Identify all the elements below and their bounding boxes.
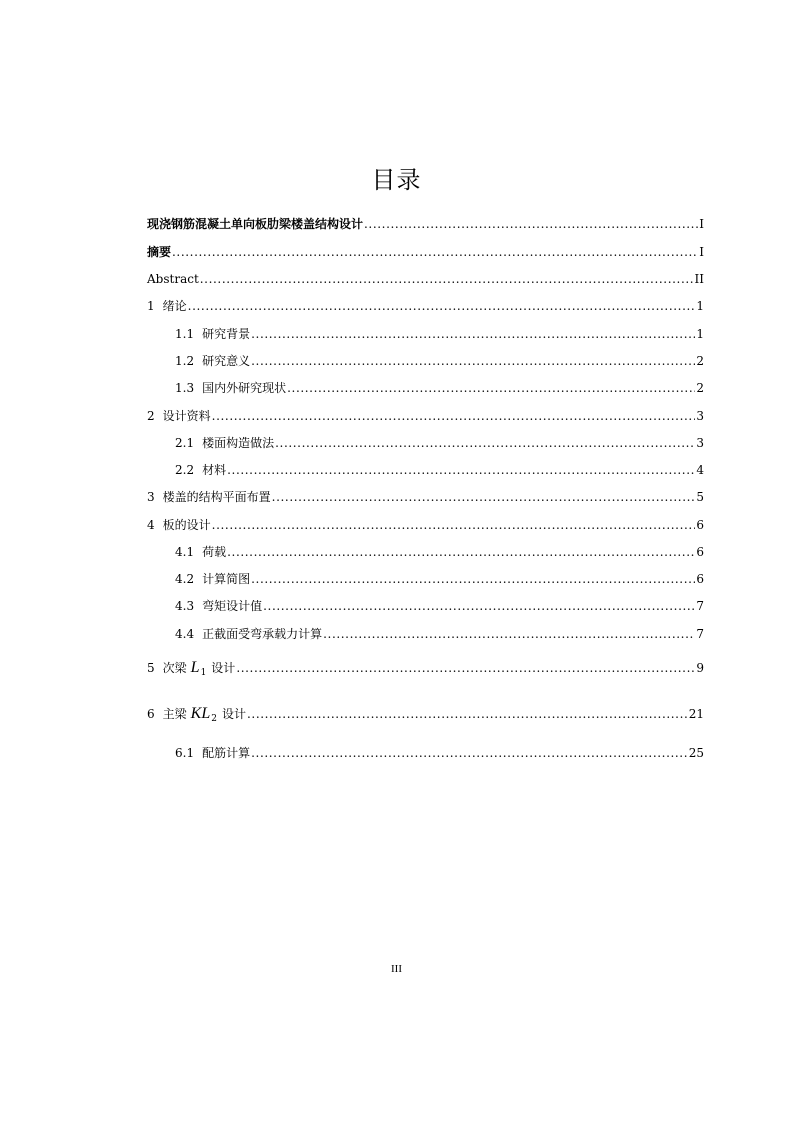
toc-label: 绪论: [162, 299, 187, 313]
toc-label: 配筋计算: [202, 746, 251, 760]
toc-label: 国内外研究现状: [202, 381, 287, 395]
toc-page: 1: [696, 327, 704, 341]
page-number: III: [391, 963, 402, 975]
toc-leader: [212, 408, 696, 424]
toc-page: 6: [696, 572, 704, 586]
toc-number: 1.1: [175, 327, 195, 341]
toc-label: 主梁: [162, 707, 187, 721]
toc-number: 4.2: [175, 572, 195, 586]
toc-leader: [236, 660, 695, 676]
toc-page: 3: [696, 436, 704, 450]
toc-page: II: [694, 272, 704, 286]
toc-entry[interactable]: [147, 517, 704, 533]
toc-number: 1: [147, 299, 155, 313]
toc-entry[interactable]: [147, 660, 704, 678]
toc-page: I: [699, 217, 704, 231]
math-symbol: KL: [190, 705, 211, 722]
toc-entry[interactable]: [175, 598, 704, 614]
toc-page: 9: [696, 661, 704, 675]
toc-entry[interactable]: [147, 489, 704, 505]
toc-page: 6: [696, 545, 704, 559]
toc-entry[interactable]: [147, 298, 704, 314]
toc-label-suffix: 设计: [221, 707, 246, 721]
toc-leader: [188, 298, 696, 314]
toc-entry[interactable]: [175, 745, 704, 761]
toc-number: 1.2: [175, 354, 195, 368]
toc-label: 计算简图: [202, 572, 251, 586]
toc-number: 6.1: [175, 746, 195, 760]
toc-entry[interactable]: [175, 544, 704, 560]
toc-leader: [251, 326, 695, 342]
toc-leader: [272, 489, 696, 505]
toc-number: 3: [147, 490, 155, 504]
toc-label: 次梁: [162, 661, 187, 675]
toc-page: 4: [696, 463, 704, 477]
toc-leader: [364, 216, 698, 232]
toc-number: 5: [147, 661, 155, 675]
toc-page: 3: [696, 409, 704, 423]
toc-entry[interactable]: [175, 380, 704, 396]
toc-entry[interactable]: [175, 435, 704, 451]
toc-leader: [251, 353, 695, 369]
toc-page: I: [699, 245, 704, 259]
toc-number: 2.2: [175, 463, 195, 477]
math-subscript: 2: [211, 714, 217, 724]
toc-label: 弯矩设计值: [202, 599, 263, 613]
toc-leader: [251, 745, 688, 761]
toc-leader: [227, 462, 695, 478]
toc-label: 研究意义: [202, 354, 251, 368]
toc-label: 楼面构造做法: [202, 436, 275, 450]
toc-leader: [287, 380, 695, 396]
toc-label: 正截面受弯承载力计算: [202, 627, 323, 641]
toc-entry[interactable]: [175, 326, 704, 342]
toc-number: 6: [147, 707, 155, 721]
toc-page: 21: [688, 707, 704, 721]
toc-leader: [323, 626, 695, 642]
toc-number: 1.3: [175, 381, 195, 395]
toc-entry[interactable]: [147, 271, 704, 287]
toc-label: 楼盖的结构平面布置: [162, 490, 271, 504]
toc-page: 25: [688, 746, 704, 760]
toc-number: 4.4: [175, 627, 195, 641]
toc-label: 板的设计: [162, 518, 211, 532]
toc-label: 现浇钢筋混凝土单向板肋梁楼盖结构设计: [147, 217, 364, 231]
toc-leader: [275, 435, 695, 451]
toc-label: 荷载: [202, 545, 227, 559]
toc-leader: [172, 244, 698, 260]
toc-entry[interactable]: [175, 353, 704, 369]
toc-label: 设计资料: [162, 409, 211, 423]
toc-page: 6: [696, 518, 704, 532]
toc-label: 摘要: [147, 245, 172, 259]
toc-page: 2: [696, 381, 704, 395]
toc-entry[interactable]: [147, 216, 704, 232]
toc-leader: [247, 706, 688, 722]
math-symbol: L: [190, 659, 200, 676]
toc-leader: [263, 598, 695, 614]
toc-number: 4: [147, 518, 155, 532]
toc-page: 7: [696, 627, 704, 641]
toc-entry[interactable]: [147, 244, 704, 260]
toc-leader: [227, 544, 695, 560]
toc-number: 2: [147, 409, 155, 423]
toc-page: 5: [696, 490, 704, 504]
toc-number: 4.3: [175, 599, 195, 613]
toc-leader: [200, 271, 694, 287]
toc-entry[interactable]: [175, 462, 704, 478]
toc-page: 2: [696, 354, 704, 368]
toc-entry[interactable]: [147, 706, 704, 724]
toc-leader: [212, 517, 696, 533]
toc-entry[interactable]: [175, 626, 704, 642]
toc-entry[interactable]: [175, 571, 704, 587]
toc-label: Abstract: [147, 272, 199, 286]
toc-label: 研究背景: [202, 327, 251, 341]
toc-label: 材料: [202, 463, 227, 477]
toc-label-suffix: 设计: [211, 661, 236, 675]
toc-leader: [251, 571, 695, 587]
page-title: 目录: [371, 166, 422, 194]
toc-entry[interactable]: [147, 408, 704, 424]
toc-number: 4.1: [175, 545, 195, 559]
math-subscript: 1: [200, 668, 207, 678]
toc-page: 1: [696, 299, 704, 313]
toc-number: 2.1: [175, 436, 195, 450]
toc-page: 7: [696, 599, 704, 613]
